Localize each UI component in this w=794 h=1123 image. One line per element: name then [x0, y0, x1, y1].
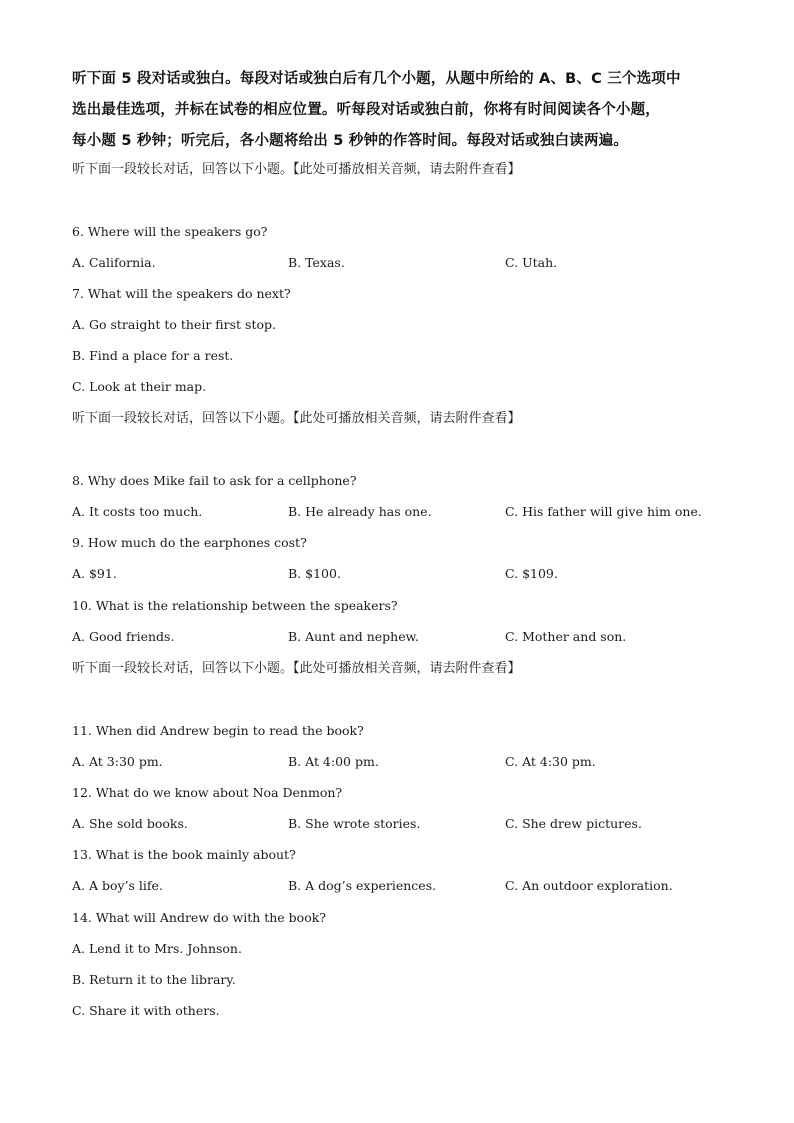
option-c: C. An outdoor exploration.: [505, 878, 673, 893]
option-b: B. Aunt and nephew.: [288, 629, 419, 644]
option-b: B. $100.: [288, 566, 341, 581]
question-stem: 12. What do we know about Noa Denmon?: [72, 785, 343, 800]
options-row: [72, 815, 732, 833]
section-header: 听下面一段较长对话，回答以下小题。【此处可播放相关音频，请去附件查看】: [72, 661, 521, 676]
option-c: C. Utah.: [505, 255, 558, 270]
question-stem: 9. How much do the earphones cost?: [72, 535, 307, 550]
option-a: A. At 3:30 pm.: [72, 754, 163, 769]
instruction-line: 每小题 5 秒钟；听完后，各小题将给出 5 秒钟的作答时间。每段对话或独白读两遍。: [72, 133, 629, 149]
options-row: [72, 753, 732, 771]
options-row: [72, 628, 732, 646]
section-header: 听下面一段较长对话，回答以下小题。【此处可播放相关音频，请去附件查看】: [72, 162, 521, 177]
option-c: C. His father will give him one.: [505, 504, 702, 519]
options-row: [72, 254, 732, 272]
option-a: A. She sold books.: [72, 816, 188, 831]
option-c: C. Look at their map.: [72, 379, 207, 394]
exam-page: [72, 0, 732, 1123]
option-b: B. Find a place for a rest.: [72, 348, 234, 363]
option-c: C. She drew pictures.: [505, 816, 642, 831]
option-a: A. A boy’s life.: [72, 878, 163, 893]
option-a: A. California.: [72, 255, 156, 270]
option-b: B. Texas.: [288, 255, 345, 270]
option-a: A. Good friends.: [72, 629, 175, 644]
option-a: A. It costs too much.: [72, 504, 203, 519]
options-row: [72, 565, 732, 583]
options-row: [72, 877, 732, 895]
option-a: A. $91.: [72, 566, 117, 581]
question-stem: 6. Where will the speakers go?: [72, 224, 268, 239]
listening-instructions: [72, 64, 732, 157]
option-c: C. At 4:30 pm.: [505, 754, 596, 769]
option-b: B. At 4:00 pm.: [288, 754, 379, 769]
options-row: [72, 503, 732, 521]
section-header: 听下面一段较长对话，回答以下小题。【此处可播放相关音频，请去附件查看】: [72, 411, 521, 426]
option-a: A. Go straight to their first stop.: [72, 317, 276, 332]
option-a: A. Lend it to Mrs. Johnson.: [72, 941, 242, 956]
option-c: C. Share it with others.: [72, 1003, 220, 1018]
option-b: B. Return it to the library.: [72, 972, 236, 987]
question-stem: 7. What will the speakers do next?: [72, 286, 291, 301]
option-c: C. Mother and son.: [505, 629, 627, 644]
option-b: B. She wrote stories.: [288, 816, 421, 831]
instruction-line: 听下面 5 段对话或独白。每段对话或独白后有几个小题，从题中所给的 A、B、C 三个选项中: [72, 71, 681, 87]
question-stem: 10. What is the relationship between the speakers?: [72, 598, 398, 613]
instruction-line: 选出最佳选项，并标在试卷的相应位置。听每段对话或独白前，你将有时间阅读各个小题，: [72, 102, 660, 118]
option-b: B. He already has one.: [288, 504, 432, 519]
option-b: B. A dog’s experiences.: [288, 878, 437, 893]
question-stem: 14. What will Andrew do with the book?: [72, 910, 327, 925]
question-stem: 8. Why does Mike fail to ask for a cellphone?: [72, 473, 357, 488]
question-stem: 11. When did Andrew begin to read the book?: [72, 723, 364, 738]
option-c: C. $109.: [505, 566, 558, 581]
question-stem: 13. What is the book mainly about?: [72, 847, 296, 862]
